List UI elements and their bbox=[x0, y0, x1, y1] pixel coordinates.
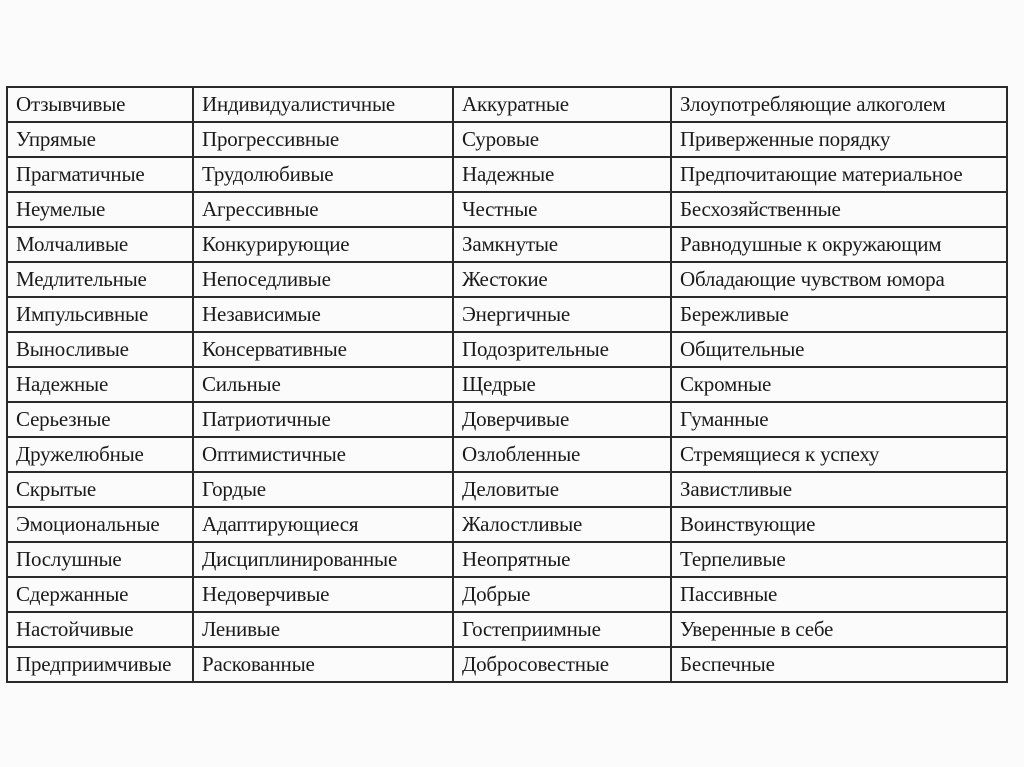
table-cell: Неумелые bbox=[7, 192, 193, 227]
table-cell: Замкнутые bbox=[453, 227, 671, 262]
table-cell: Выносливые bbox=[7, 332, 193, 367]
table-cell: Добрые bbox=[453, 577, 671, 612]
table-cell: Серьезные bbox=[7, 402, 193, 437]
table-cell: Послушные bbox=[7, 542, 193, 577]
table-cell: Воинствующие bbox=[671, 507, 1007, 542]
table-cell: Стремящиеся к успеху bbox=[671, 437, 1007, 472]
table-row bbox=[7, 437, 1007, 472]
table-row bbox=[7, 227, 1007, 262]
table-cell: Дружелюбные bbox=[7, 437, 193, 472]
table-cell: Прагматичные bbox=[7, 157, 193, 192]
table-cell: Сильные bbox=[193, 367, 453, 402]
table-cell: Импульсивные bbox=[7, 297, 193, 332]
table-cell: Отзывчивые bbox=[7, 87, 193, 122]
table-cell: Скромные bbox=[671, 367, 1007, 402]
table-row bbox=[7, 297, 1007, 332]
table-cell: Подозрительные bbox=[453, 332, 671, 367]
table-cell: Жалостливые bbox=[453, 507, 671, 542]
table-cell: Патриотичные bbox=[193, 402, 453, 437]
table-row bbox=[7, 157, 1007, 192]
table-cell: Надежные bbox=[7, 367, 193, 402]
table-cell: Бережливые bbox=[671, 297, 1007, 332]
table-cell: Дисциплинированные bbox=[193, 542, 453, 577]
table-cell: Трудолюбивые bbox=[193, 157, 453, 192]
table-cell: Гордые bbox=[193, 472, 453, 507]
table-row bbox=[7, 122, 1007, 157]
table-cell: Энергичные bbox=[453, 297, 671, 332]
table-cell: Консервативные bbox=[193, 332, 453, 367]
table-cell: Непоседливые bbox=[193, 262, 453, 297]
table-cell: Равнодушные к окружающим bbox=[671, 227, 1007, 262]
table-cell: Завистливые bbox=[671, 472, 1007, 507]
table-cell: Предприимчивые bbox=[7, 647, 193, 682]
table-cell: Обладающие чувством юмора bbox=[671, 262, 1007, 297]
table-cell: Предпочитающие материальное bbox=[671, 157, 1007, 192]
table-cell: Медлительные bbox=[7, 262, 193, 297]
table-cell: Гуманные bbox=[671, 402, 1007, 437]
table-cell: Пассивные bbox=[671, 577, 1007, 612]
table-row bbox=[7, 367, 1007, 402]
table-cell: Сдержанные bbox=[7, 577, 193, 612]
table-row bbox=[7, 402, 1007, 437]
table-row bbox=[7, 332, 1007, 367]
table-cell: Недоверчивые bbox=[193, 577, 453, 612]
table-cell: Эмоциональные bbox=[7, 507, 193, 542]
table-row bbox=[7, 262, 1007, 297]
table-cell: Оптимистичные bbox=[193, 437, 453, 472]
table-cell: Упрямые bbox=[7, 122, 193, 157]
table-cell: Конкурирующие bbox=[193, 227, 453, 262]
table-cell: Настойчивые bbox=[7, 612, 193, 647]
table-cell: Агрессивные bbox=[193, 192, 453, 227]
table-cell: Независимые bbox=[193, 297, 453, 332]
table-cell: Аккуратные bbox=[453, 87, 671, 122]
table-cell: Молчаливые bbox=[7, 227, 193, 262]
table-cell: Адаптирующиеся bbox=[193, 507, 453, 542]
table-cell: Общительные bbox=[671, 332, 1007, 367]
table-cell: Злоупотребляющие алкоголем bbox=[671, 87, 1007, 122]
table-cell: Терпеливые bbox=[671, 542, 1007, 577]
traits-table bbox=[6, 86, 1008, 683]
traits-table-body bbox=[7, 87, 1007, 682]
table-cell: Гостеприимные bbox=[453, 612, 671, 647]
table-cell: Честные bbox=[453, 192, 671, 227]
table-row bbox=[7, 507, 1007, 542]
table-row bbox=[7, 472, 1007, 507]
table-row bbox=[7, 542, 1007, 577]
table-cell: Раскованные bbox=[193, 647, 453, 682]
table-cell: Беспечные bbox=[671, 647, 1007, 682]
table-cell: Уверенные в себе bbox=[671, 612, 1007, 647]
table-cell: Щедрые bbox=[453, 367, 671, 402]
table-cell: Приверженные порядку bbox=[671, 122, 1007, 157]
table-cell: Добросовестные bbox=[453, 647, 671, 682]
table-cell: Прогрессивные bbox=[193, 122, 453, 157]
table-cell: Надежные bbox=[453, 157, 671, 192]
table-row bbox=[7, 192, 1007, 227]
table-cell: Ленивые bbox=[193, 612, 453, 647]
table-cell: Бесхозяйственные bbox=[671, 192, 1007, 227]
table-row bbox=[7, 577, 1007, 612]
table-cell: Деловитые bbox=[453, 472, 671, 507]
table-cell: Индивидуалистичные bbox=[193, 87, 453, 122]
table-cell: Озлобленные bbox=[453, 437, 671, 472]
table-cell: Скрытые bbox=[7, 472, 193, 507]
table-row bbox=[7, 612, 1007, 647]
table-cell: Неопрятные bbox=[453, 542, 671, 577]
table-cell: Жестокие bbox=[453, 262, 671, 297]
table-row bbox=[7, 647, 1007, 682]
table-cell: Доверчивые bbox=[453, 402, 671, 437]
table-row bbox=[7, 87, 1007, 122]
table-cell: Суровые bbox=[453, 122, 671, 157]
